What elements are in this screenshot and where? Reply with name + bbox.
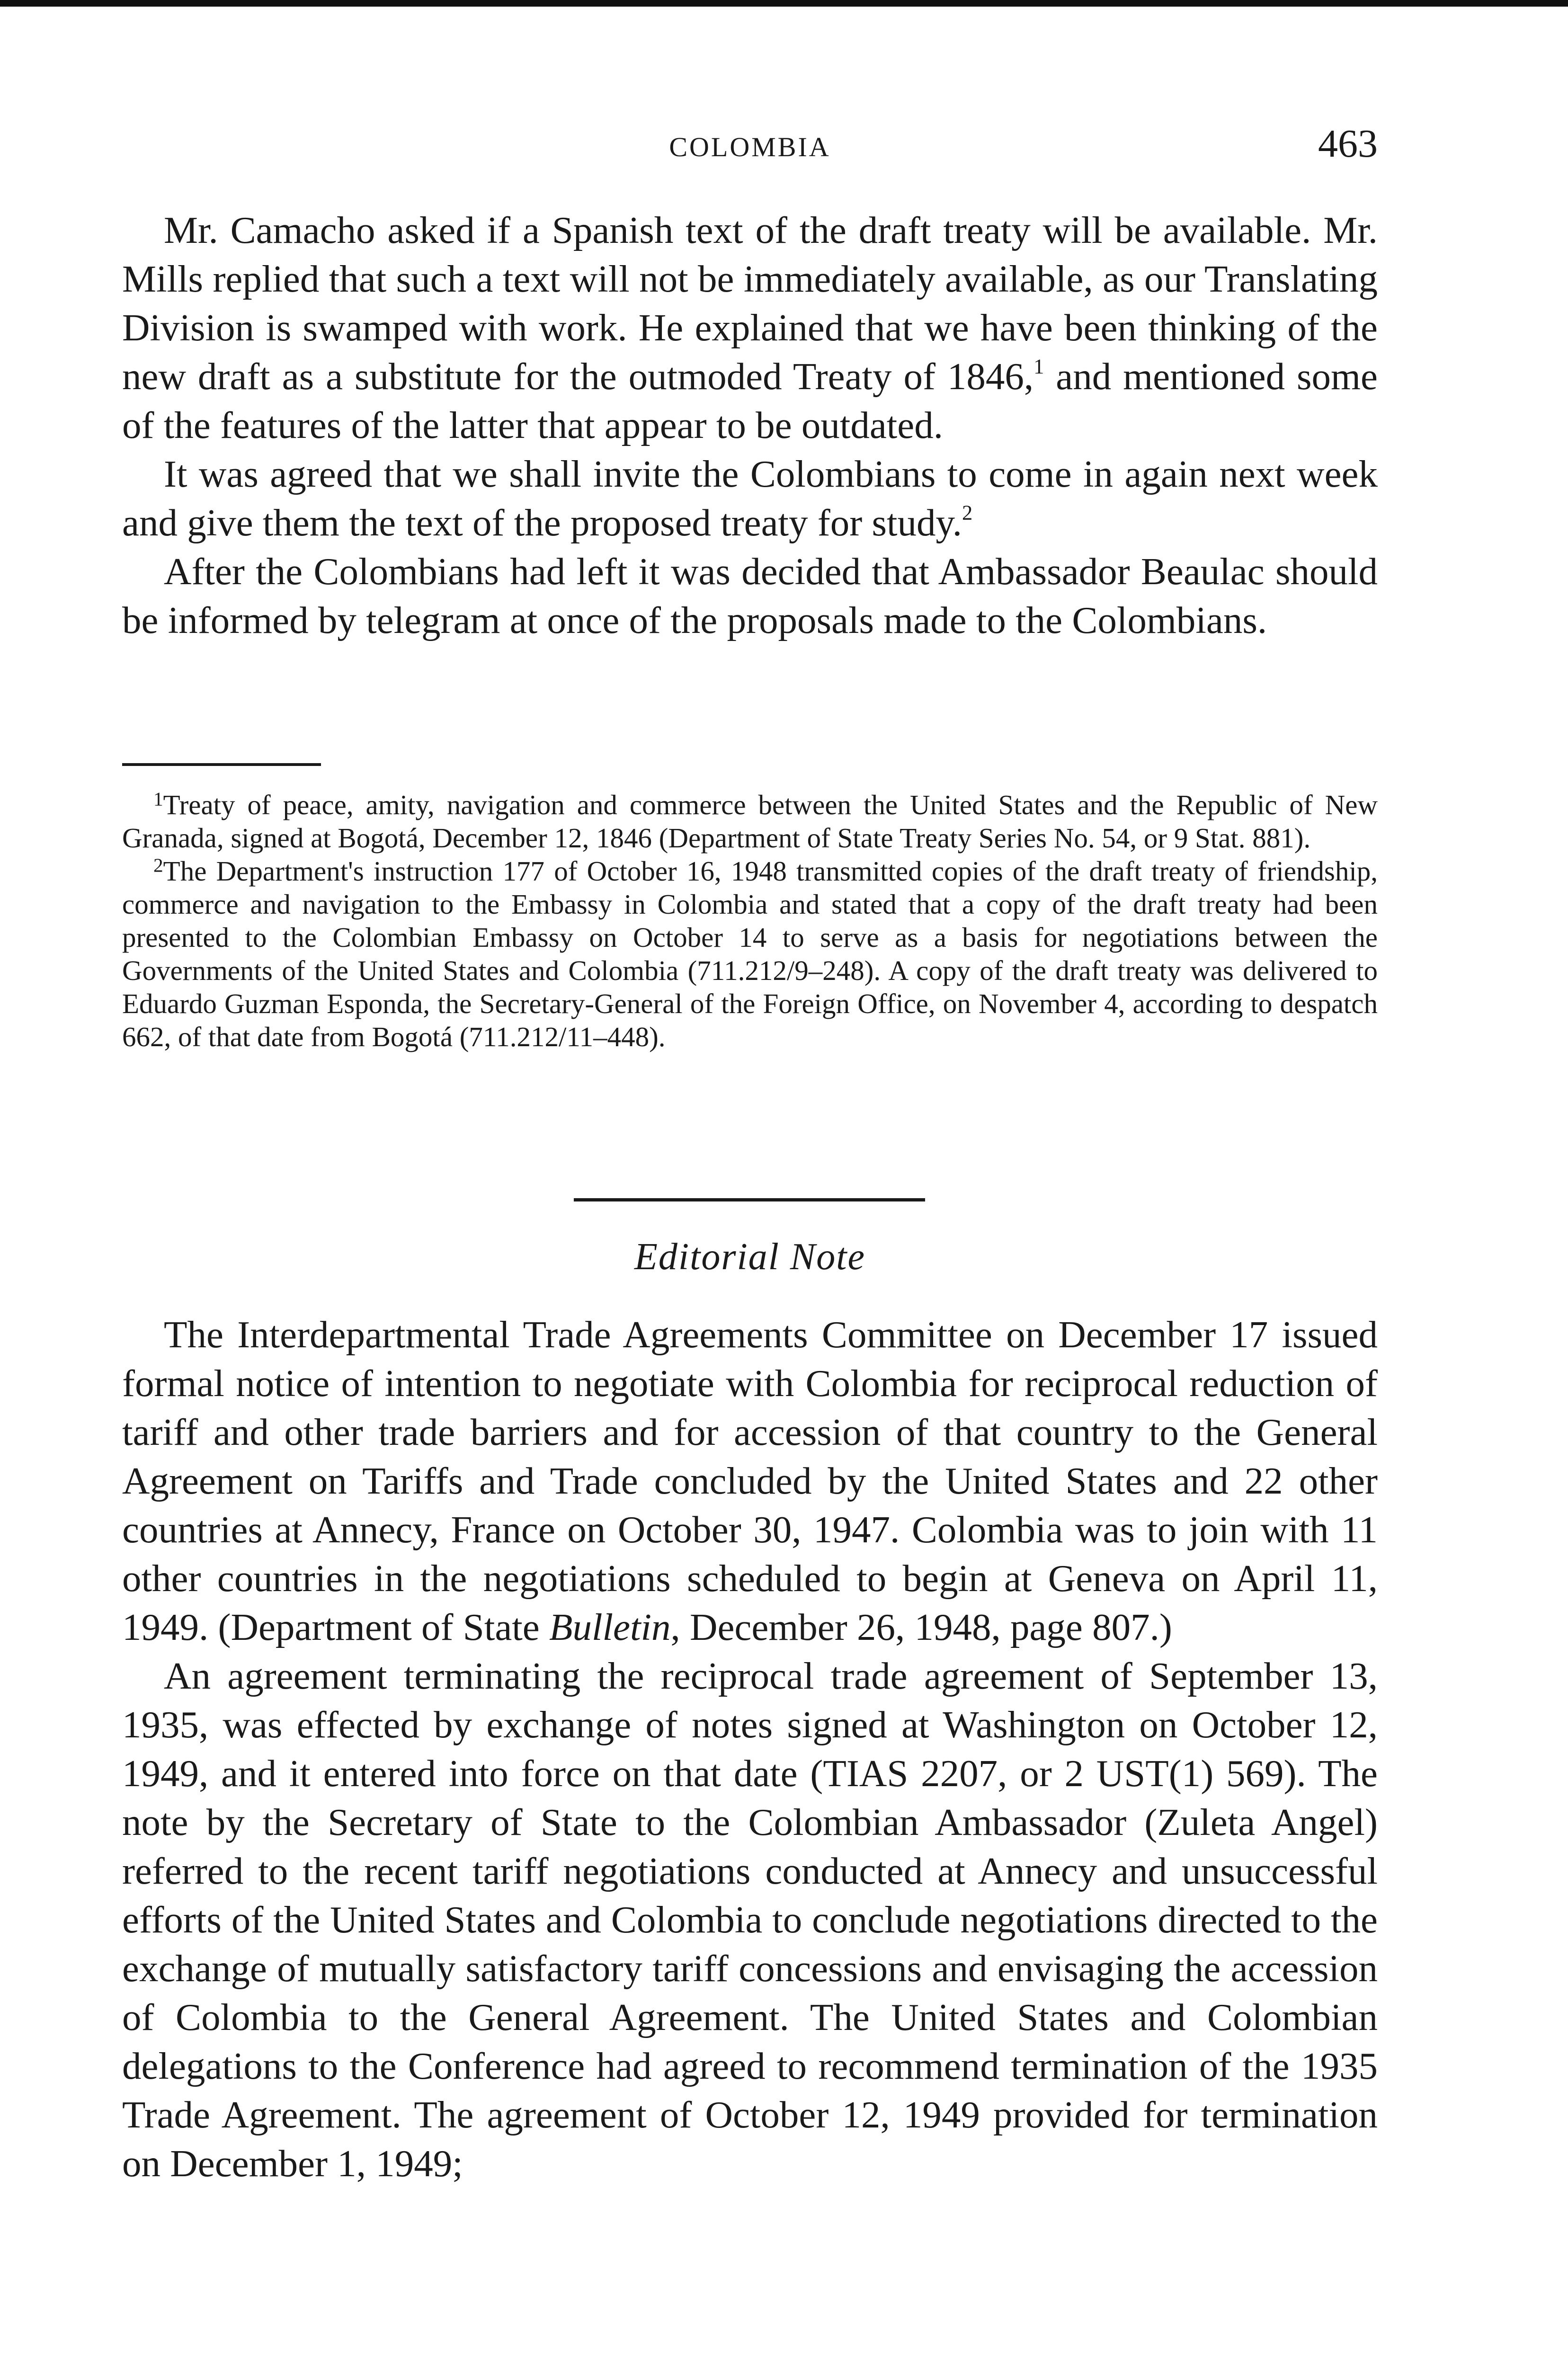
paragraph-termination-agreement: An agreement terminating the reciprocal trade agreement of September 13, 1935, was effected by exchange of notes signed at Washington on October 12, 1949, and it entered into force on that date (TIAS 2207, or 2 UST(1) 569). The note by the Secretary of State to the Colombian Ambassador (Zuleta Angel) referred to the recent tariff negotiations conducted at Annecy and unsuccessful efforts of the United States and Colombia to conclude negotiations directed to the exchange of mutually satisfactory tariff concessions and envisaging the accession of Colombia to the General Agreement. The United States and Colombian delegations to the Conference had agreed to recommend termination of the 1935 Trade Agreement. The agreement of October 12, 1949 provided for termination on December 1, 1949; — [122, 1655, 1378, 2185]
page-header — [122, 121, 1378, 178]
footnote-2: $^2$The Department's instruction 177 of October 16, 1948 transmitted copies of the draft treaty of friendship, commerce and navigation to the Embassy in Colombia and stated that a copy of the draft treaty had been presented to the Colombian Embassy on October 14 to serve as a basis for negotiations between the Governments of the United States and Colombia (711.212/9–248). A copy of the draft treaty was delivered to Eduardo Guzman Esponda, the Secretary-General of the Foreign Office, on November 4, according to despatch 662, of that date from Bogotá (711.212/11–448). — [122, 854, 1378, 1052]
paragraph-camacho: Mr. Camacho asked if a Spanish text of the draft treaty will be available. Mr. Mills replied that such a text will not be immediately available, as our Translating Division is swamped with work. He explained that we have been thinking of the new draft as a substitute for the outmoded Treaty of 1846,$^1$ and mentioned some of the features of the latter that appear to be outdated. — [122, 209, 1378, 446]
paragraph-trade-agreements-committee: The Interdepartmental Trade Agreements Committee on December 17 issued formal notice of intention to negotiate with Colombia for reciprocal reduction of tariff and other trade barriers and for accession of that country to the General Agreement on Tariffs and Trade concluded by the United States and 22 other countries at Annecy, France on October 30, 1947. Colombia was to join with 11 other countries in the negotiations scheduled to begin at Geneva on April 11, 1949. (Department of State Bulletin, December 26, 1948, page 807.) — [122, 1313, 1378, 1648]
footnote-1: $^1$Treaty of peace, amity, navigation and commerce between the United States and the Republic of New Granada, signed at Bogotá, December 12, 1846 (Department of State Treaty Series No. 54, or 9 Stat. 881). — [122, 788, 1378, 854]
paragraph-invite-colombians: It was agreed that we shall invite the Colombians to come in again next week and give them the text of the proposed treaty for study.$^2$ — [122, 453, 1378, 544]
footnotes — [122, 788, 1378, 1053]
footnote-rule — [122, 763, 321, 766]
section-separator-rule — [574, 1198, 925, 1201]
main-text-top — [122, 206, 1378, 645]
running-title: COLOMBIA — [669, 132, 831, 162]
editorial-note-heading: Editorial Note — [634, 1236, 865, 1278]
page-number: 463 — [1318, 122, 1378, 166]
paragraph-beaulac: After the Colombians had left it was decided that Ambassador Beaulac should be informed by telegram at once of the proposals made to the Colombians. — [122, 550, 1378, 641]
top-border-rule — [0, 0, 1568, 7]
editorial-note-body — [122, 1310, 1378, 2188]
footnote-ref-2: 2 — [962, 500, 973, 525]
footnote-ref-1: 1 — [1033, 354, 1044, 378]
